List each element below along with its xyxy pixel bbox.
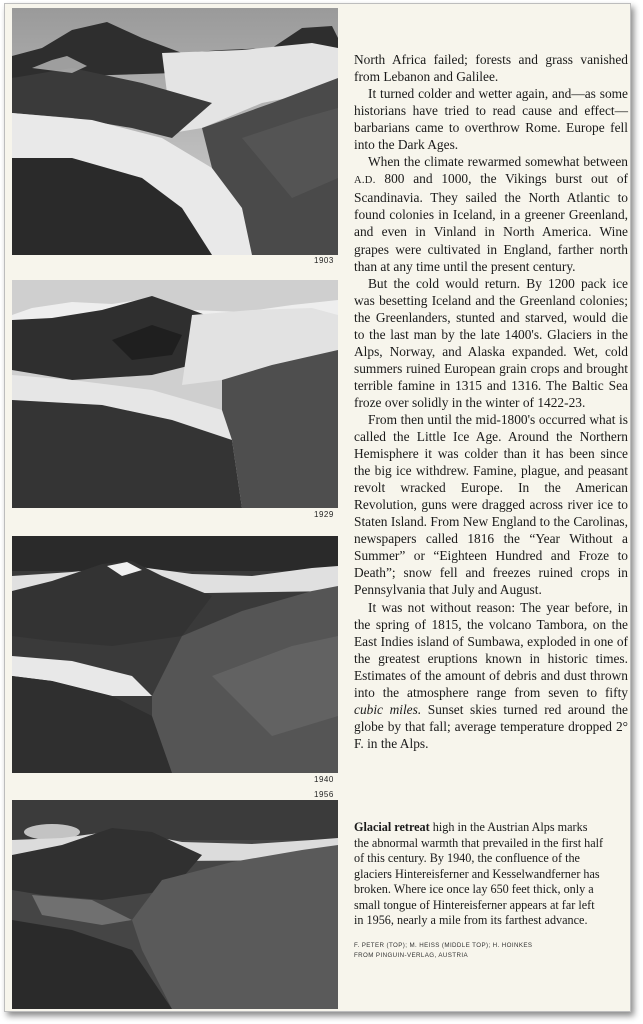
glacier-photo-1903 (12, 8, 338, 255)
photo-caption (354, 820, 604, 929)
glacier-photo-1929 (12, 280, 338, 508)
year-label-1956: 1956 (314, 790, 334, 799)
paragraph-1: North Africa failed; forests and grass vanished from Lebanon and Galilee. (354, 52, 628, 85)
article-body (354, 51, 628, 752)
paragraph-3: When the climate rewarmed somewhat between A.D. 800 and 1000, the Vikings burst out of Scandinavia. They sailed the North Atlantic to found colonies in Iceland, in a greener Greenland, and even in Vinland in North America. Wine grapes were cultivated in England, farther north than at any time until the present century. (354, 154, 628, 274)
glacier-photo-1940 (12, 536, 338, 773)
year-label-1903: 1903 (314, 256, 334, 265)
paragraph-2: It turned colder and wetter again, and—as some historians have tried to read cause and effect—barbarians came to overthrow Rome. Europe fell into the Dark Ages. (354, 86, 628, 153)
paragraph-4: But the cold would return. By 1200 pack ice was besetting Iceland and the Greenland colonies; the Greenlanders, stunted and starved, would die to the last man by the late 1400's. Glaciers in the Alps, Norway, and Alaska expanded. Wet, cold summers ruined European grain crops and brought terrible famine in 1315 and 1316. The Baltic Sea froze over solidly in the winter of 1422-23. (354, 275, 628, 410)
photo-credits (354, 941, 594, 960)
caption-text: high in the Austrian Alps marks the abnormal warmth that prevailed in the first half of this century. By 1940, the confluence of the glaciers Hintereisferner and Kesselwandferner has broken. Where ice once lay 650 feet thick, only a small tongue of Hintereisferner appears at far left in 1956, nearly a mile from its farthest advance. (354, 820, 604, 927)
paragraph-6: It was not without reason: The year before, in the spring of 1815, the volcano Tambora, on the East Indies island of Sumbawa, exploded in one of the greatest eruptions known in historic times. Estimates of the amount of debris and dust thrown into the atmosphere range from seven to fifty cubic miles. Sunset skies turned red around the globe by that fall; average temperature dropped 2° F. in the Alps. (354, 599, 628, 751)
glacier-photo-1956 (12, 800, 338, 1009)
year-label-1929: 1929 (314, 510, 334, 519)
year-label-1940: 1940 (314, 775, 334, 784)
paragraph-5: From then until the mid-1800's occurred what is called the Little Ice Age. Around the Northern Hemisphere it was colder than it has been since the big ice withdrew. Famine, plague, and peasant revolt wracked Europe. In the American Revolution, guns were dragged across river ice to Staten Island. From New England to the Carolinas, newspapers called 1816 the “Year Without a Summer” or “Eighteen Hundred and Froze to Death”; snow fell and freezes ruined crops in Pennsylvania that July and August. (354, 411, 628, 598)
caption-lead: Glacial retreat (354, 820, 430, 834)
credits-line-2: FROM PINGUIN-VERLAG, AUSTRIA (354, 951, 468, 959)
magazine-page (4, 3, 631, 1012)
credits-line-1: F. PETER (TOP); M. HEISS (MIDDLE TOP); H. HOINKES (354, 942, 533, 949)
